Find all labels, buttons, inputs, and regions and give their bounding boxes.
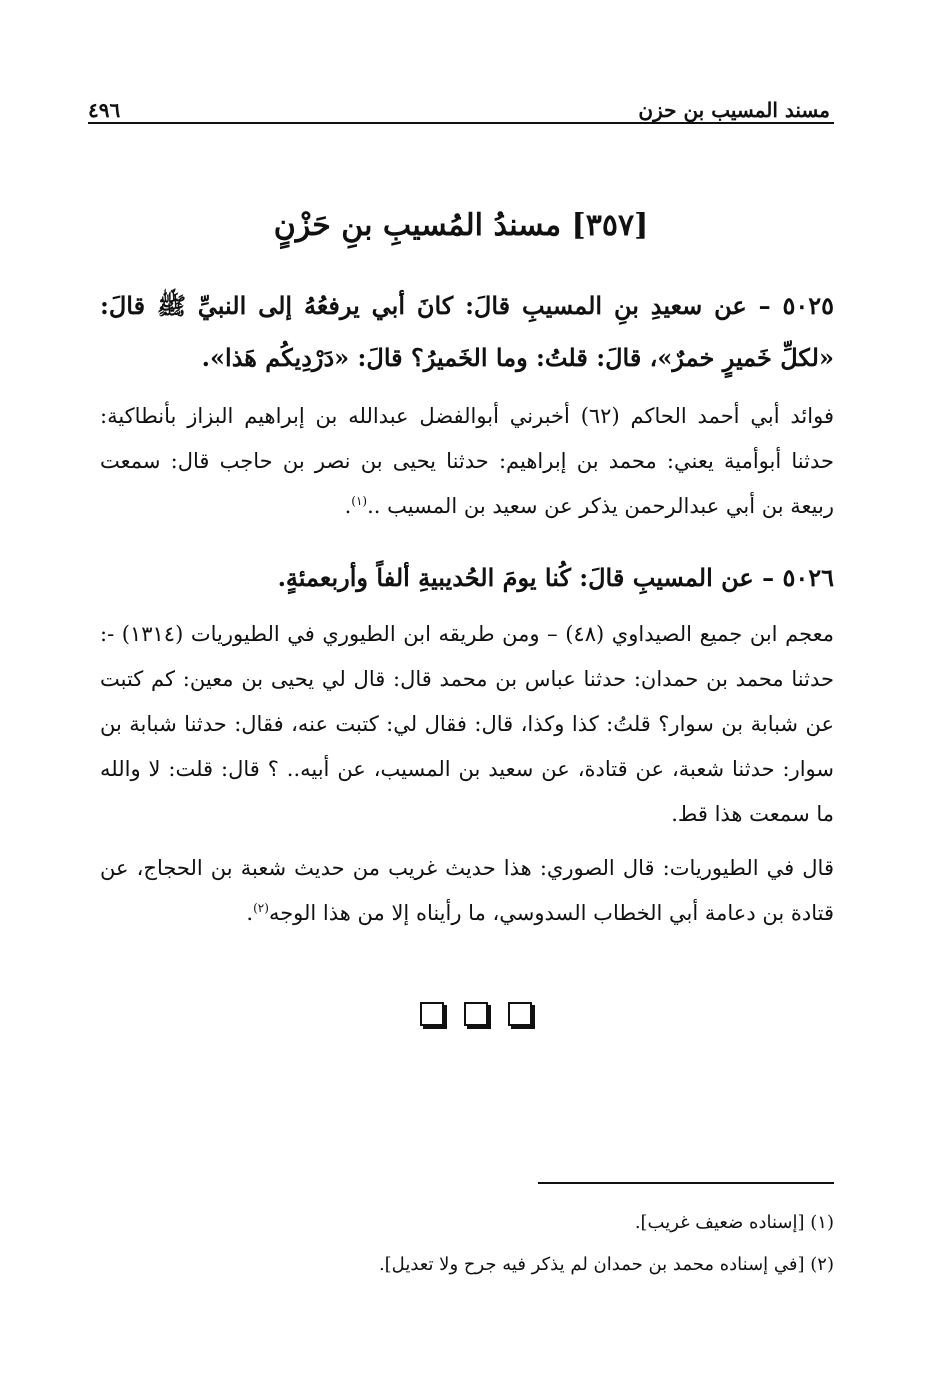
source-text: معجم ابن جميع الصيداوي (٤٨) – ومن طريقه ابن الطيوري في الطيوريات (١٣١٤) -: حدثنا محمد بن حمدان: حدثنا عباس بن محمد قال: قال لي يحيى بن معين: كم كتبت عن شبابة بن سوار؟ قلتُ: كذا وكذا، قال: فقال لي: كتبت عنه، فقال: حدثنا شبابة بن سوار: حدثنا شعبة، عن قتادة، عن سعيد بن المسيب، عن أبيه.. ؟ قال: قلت: لا والله ما سمعت هذا قط. [100, 622, 835, 826]
footnotes [100, 1202, 834, 1286]
section-title: [٣٥٧] مسندُ المُسيبِ بنِ حَزْنٍ [273, 208, 649, 243]
comment-text: قال في الطيوريات: قال الصوري: هذا حديث غريب من حديث شعبة بن الحجاج، عن قتادة بن دعامة أبي الخطاب السدوسي، ما رأيناه إلا من هذا الوجه [100, 856, 834, 925]
square-ornament-icon [464, 1002, 488, 1026]
square-ornament-icon [508, 1002, 532, 1026]
running-title: مسند المسيب بن حزن [638, 98, 830, 122]
hadith-text: – عن المسيبِ قالَ: كُنا يومَ الحُديبيةِ ألفاً وأربعمئةٍ. [277, 563, 775, 592]
footnote-marker: (١) [810, 1212, 834, 1233]
footnote-ref-2[interactable]: (٢) [253, 901, 269, 915]
hadith-text: – عن سعيدِ بنِ المسيبِ قالَ: كانَ أبي يرفعُهُ إلى النبيِّ ﷺ قالَ: «لكلِّ خَميرٍ خمرٌ»، قالَ: قلتُ: وما الخَميرُ؟ قالَ: «دَرْدِيكُم هَذا». [100, 291, 834, 372]
page-header [88, 88, 830, 122]
square-ornament-icon [420, 1002, 444, 1026]
footnote-text: [إسناده ضعيف غريب]. [634, 1212, 805, 1233]
section-separator [0, 1002, 952, 1026]
hadith-5026 [100, 552, 834, 604]
comment-end: . [246, 901, 254, 925]
hadith-number: ٥٠٢٦ [782, 563, 834, 592]
page-number: ٤٩٦ [88, 98, 121, 122]
source-text: فوائد أبي أحمد الحاكم (٦٢) أخبرني أبوالفضل عبدالله بن إبراهيم البزاز بأنطاكية: حدثنا أبوأمية يعني: محمد بن إبراهيم: حدثنا يحيى بن نصر بن حاجب قال: سمعت ربيعة بن أبي عبدالرحمن يذكر عن سعيد بن المسيب .. [100, 404, 834, 518]
source-end: . [344, 494, 352, 518]
hadith-5025-source [100, 394, 834, 529]
hadith-5026-comment [100, 846, 834, 936]
hadith-5026-source [100, 612, 834, 837]
footnote-ref-1[interactable]: (١) [351, 494, 368, 508]
footnote-1 [100, 1202, 834, 1244]
footnote-2 [100, 1244, 834, 1286]
footnote-divider [538, 1182, 834, 1184]
hadith-5025 [100, 280, 834, 384]
header-divider [88, 122, 834, 124]
footnote-text: [في إسناده محمد بن حمدان لم يذكر فيه جرح ولا تعديل]. [378, 1254, 805, 1275]
hadith-number: ٥٠٢٥ [782, 291, 834, 320]
footnote-marker: (٢) [810, 1254, 834, 1275]
